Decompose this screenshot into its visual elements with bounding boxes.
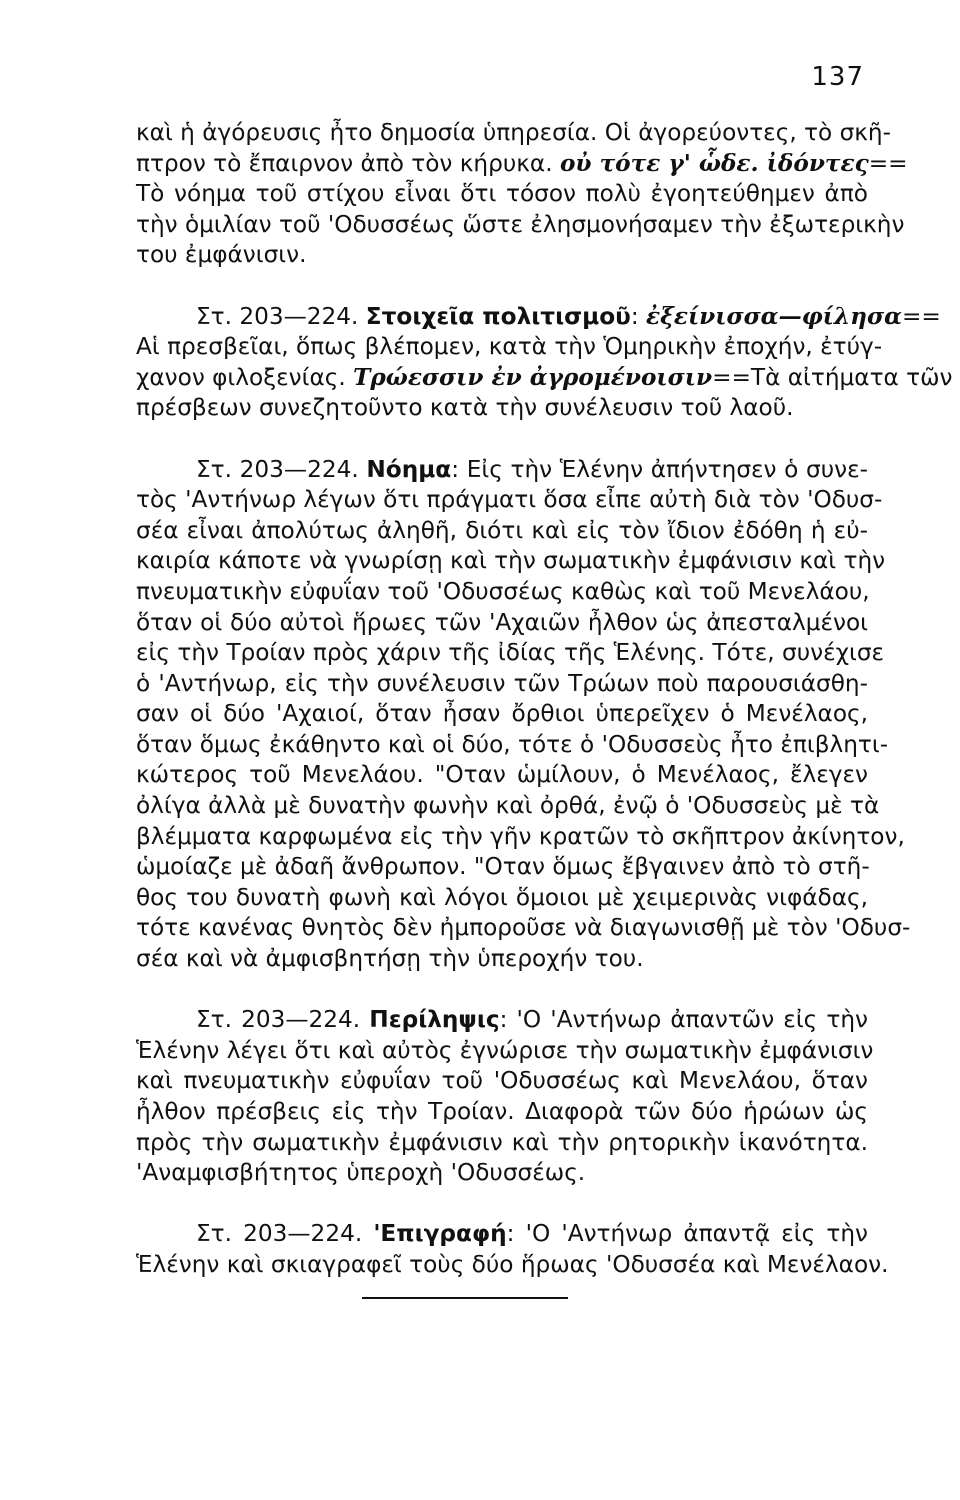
text-run: ==Τὰ αἰτήματα τῶν [712, 363, 953, 391]
text-run: == [901, 302, 941, 330]
text-line [136, 393, 868, 424]
text-run: Αἱ πρεσβεῖαι, ὅπως βλέπομεν, κατὰ τὴν Ὁμηρικὴν ἐποχήν, ἐτύγ- [136, 333, 883, 361]
text-line [136, 1158, 868, 1189]
text-line [136, 852, 868, 883]
section-heading: Νόημα [366, 455, 452, 483]
text-run: εἰς τὴν Τροίαν πρὸς χάριν τῆς ἰδίας τῆς Ἑλένης. Τότε, συνέχισε [136, 639, 885, 667]
text-run: κώτερος τοῦ Μενελάου. "Οταν ὡμίλουν, ὁ Μενέλαος, ἔλεγεν [136, 761, 868, 789]
text-line [136, 455, 868, 486]
italic-quote: ἐξείνισσα—φίλησα [646, 302, 902, 330]
text-line [136, 546, 886, 577]
text-line [136, 913, 911, 944]
text-line [136, 638, 885, 669]
paragraph-gap [136, 1189, 868, 1220]
text-run: σαν οἱ δύο 'Αχαιοί, ὅταν ἦσαν ὄρθιοι ὑπερεῖχεν ὁ Μενέλαος, [136, 700, 868, 728]
text-run: 'Αναμφισβήτητος ὑπεροχὴ 'Οδυσσέως. [136, 1159, 586, 1187]
paragraph-gap [136, 424, 868, 455]
text-run: : [630, 302, 647, 330]
text-run: πτρον τὸ ἔπαιρνον ἀπὸ τὸν κήρυκα. [136, 149, 560, 177]
text-line [136, 210, 905, 241]
section-heading: 'Επιγραφή [373, 1220, 507, 1248]
text-run: ὀλίγα ἀλλὰ μὲ δυνατὴν φωνὴν καὶ ὀρθά, ἐνῷ ὁ 'Οδυσσεὺς μὲ τὰ [136, 792, 880, 820]
text-run: ὅταν οἱ δύο αὐτοὶ ἥρωες τῶν 'Αχαιῶν ἦλθον ὡς ἀπεσταλμένοι [136, 608, 868, 636]
text-line [136, 516, 868, 547]
text-line [136, 944, 868, 975]
section-heading: Στοιχεῖα πολιτισμοῦ [365, 302, 631, 330]
text-run: θος του δυνατὴ φωνὴ καὶ λόγοι ὅμοιοι μὲ χειμερινὰς νιφάδας, [136, 883, 868, 911]
text-line [136, 1097, 868, 1128]
text-run: Στ. 203—224. [196, 1006, 370, 1034]
text-line [136, 822, 905, 853]
paragraph-gap [136, 975, 868, 1006]
text-line [136, 760, 868, 791]
italic-quote: Τρώεσσιν ἐν ἀγρομένοισιν [353, 363, 713, 391]
text-line [136, 1219, 868, 1250]
text-run: Στ. 203—224. [196, 455, 367, 483]
text-run: πνευματικὴν εὐφυΐαν τοῦ 'Οδυσσέως καθὼς καὶ τοῦ Μενελάου, [136, 577, 870, 605]
text-line [136, 1005, 868, 1036]
text-line [136, 363, 953, 394]
text-run: τὴν ὁμιλίαν τοῦ 'Οδυσσέως ὥστε ἐλησμονήσαμεν τὴν ἐξωτερικὴν [136, 210, 905, 238]
text-run: καὶ πνευματικὴν εὐφυΐαν τοῦ 'Οδυσσέως καὶ Μενελάου, ὅταν [136, 1067, 868, 1095]
text-line [136, 730, 889, 761]
text-line [136, 1066, 868, 1097]
text-run: ἦλθον πρέσβεις εἰς τὴν Τροίαν. Διαφορὰ τῶν δύο ἡρώων ὡς [136, 1098, 868, 1125]
text-run: Τὸ νόημα τοῦ στίχου εἶναι ὅτι τόσον πολὺ ἐγοητεύθημεν ἀπὸ [136, 180, 868, 208]
text-run: : 'Ο 'Αντήνωρ ἀπαντᾷ εἰς τὴν [506, 1220, 868, 1248]
text-line [136, 1036, 874, 1067]
text-line [136, 577, 868, 608]
text-run: πρέσβεων συνεζητοῦντο κατὰ τὴν συνέλευσιν τοῦ λαοῦ. [136, 394, 794, 422]
text-line [136, 699, 868, 730]
text-run: ὁ 'Αντήνωρ, εἰς τὴν συνέλευσιν τῶν Τρώων ποὺ παρουσιάσθη- [136, 669, 868, 697]
text-line [136, 608, 868, 639]
text-run: Ἑλένην καὶ σκιαγραφεῖ τοὺς δύο ἥρωας 'Οδυσσέα καὶ Μενέλαον. [136, 1250, 889, 1278]
section-heading: Περίληψις [369, 1006, 500, 1034]
text-line [136, 791, 880, 822]
body-text [136, 118, 953, 1281]
text-run: Στ. 203—224. [196, 302, 366, 330]
text-line [136, 149, 908, 180]
page-number: 137 [811, 62, 864, 92]
text-run: τὸς 'Αντήνωρ λέγων ὅτι πράγματι ὅσα εἶπε αὐτὴ διὰ τὸν 'Οδυσ- [136, 486, 883, 514]
text-line [136, 118, 891, 149]
text-run: καιρία κάποτε νὰ γνωρίσῃ καὶ τὴν σωματικὴν ἐμφάνισιν καὶ τὴν [136, 547, 886, 575]
text-run: χανον φιλοξενίας. [136, 363, 354, 391]
text-run: Στ. 203—224. [196, 1220, 374, 1248]
text-run: : 'Ο 'Αντήνωρ ἀπαντῶν εἰς τὴν [499, 1006, 868, 1034]
paragraph-gap [136, 271, 868, 302]
text-line [136, 485, 883, 516]
text-run: ὅταν ὅμως ἐκάθηντο καὶ οἱ δύο, τότε ὁ 'Οδυσσεὺς ἦτο ἐπιβλητι- [136, 730, 889, 758]
text-run: Ἑλένην λέγει ὅτι καὶ αὐτὸς ἐγνώρισε τὴν σωματικὴν ἐμφάνισιν [136, 1036, 874, 1064]
text-run: == [868, 149, 908, 177]
text-run: σέα εἶναι ἀπολύτως ἀληθῆ, διότι καὶ εἰς τὸν ἴδιον ἐδόθη ἡ εὐ- [136, 516, 868, 544]
text-run: σέα καὶ νὰ ἀμφισβητήσῃ τὴν ὑπεροχήν του. [136, 945, 644, 973]
text-run: ὡμοίαζε μὲ ἀδαῆ ἄνθρωπον. "Οταν ὅμως ἔβγαινεν ἀπὸ τὸ στῆ- [136, 853, 870, 881]
text-line [136, 240, 868, 271]
italic-quote: οὐ τότε γ' ὧδε. ἰδόντες [559, 149, 869, 177]
text-line [136, 1250, 889, 1281]
text-line [136, 669, 868, 700]
text-run: : Εἰς τὴν Ἑλένην ἀπήντησεν ὁ συνε- [451, 455, 868, 483]
text-line [136, 1128, 868, 1159]
text-run: βλέμματα καρφωμένα εἰς τὴν γῆν κρατῶν τὸ σκῆπτρον ἀκίνητον, [136, 822, 905, 850]
text-run: του ἐμφάνισιν. [136, 241, 307, 269]
text-run: πρὸς τὴν σωματικὴν ἐμφάνισιν καὶ τὴν ρητορικὴν ἱκανότητα. [136, 1128, 868, 1156]
text-run: καὶ ἡ ἀγόρευσις ἦτο δημοσία ὑπηρεσία. Οἱ ἀγορεύοντες, τὸ σκῆ- [136, 119, 891, 146]
section-divider [362, 1297, 568, 1299]
text-line [136, 332, 883, 363]
text-line [136, 883, 868, 914]
text-line [136, 179, 868, 210]
text-line [136, 302, 941, 333]
text-run: τότε κανένας θνητὸς δὲν ἠμποροῦσε νὰ διαγωνισθῇ μὲ τὸν 'Οδυσ- [136, 914, 911, 942]
